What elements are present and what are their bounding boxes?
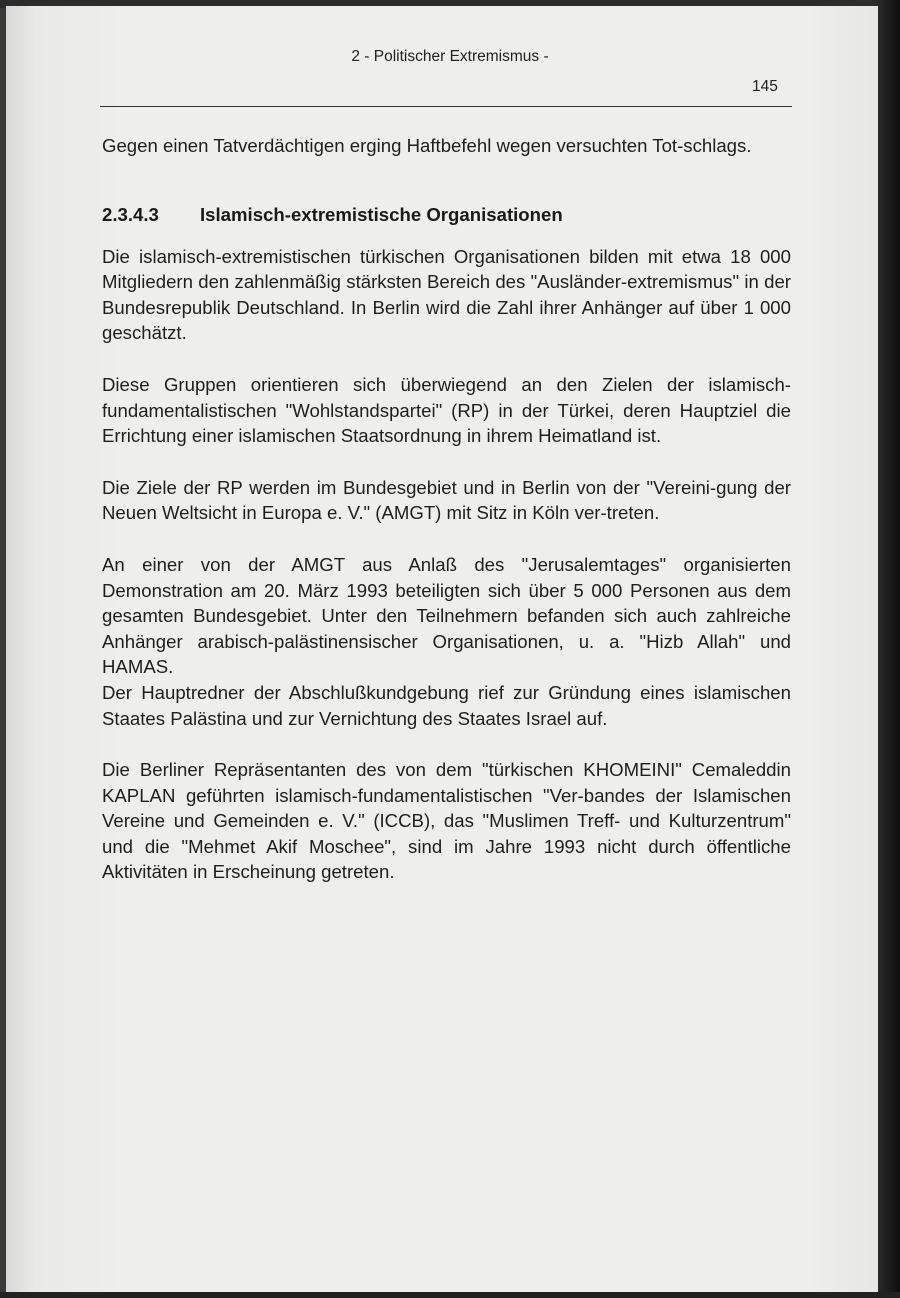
paragraph: Die islamisch-extremistischen türkischen Organisationen bilden mit etwa 18 000 Mitgliedern den zahlenmäßig stärksten Bereich des "Ausländer-extremismus" in der Bundesrepublik Deutschland. In Berlin wird die Zahl ihrer Anhänger auf über 1 000 geschätzt. <box>102 245 791 344</box>
page-number: 145 <box>752 78 778 95</box>
header-rule <box>100 106 792 107</box>
section-heading <box>102 202 791 227</box>
paragraph: Die Ziele der RP werden im Bundesgebiet und in Berlin von der "Vereini-gung der Neuen Weltsicht in Europa e. V." (AMGT) mit Sitz in Köln ver-treten. <box>102 476 791 524</box>
paragraph-intro: Gegen einen Tatverdächtigen erging Haftbefehl wegen versuchten Tot-schlags. <box>102 135 752 156</box>
section-title: Islamisch-extremistische Organisationen <box>200 203 563 225</box>
page-body <box>102 133 791 911</box>
paragraph: Diese Gruppen orientieren sich überwiegend an den Zielen der islamisch-fundamentalistischen "Wohlstandspartei" (RP) in der Türkei, deren Hauptziel die Errichtung einer islamischen Staatsordnung in ihrem Heimatland ist. <box>102 373 791 447</box>
paragraph: Der Hauptredner der Abschlußkundgebung rief zur Gründung eines islamischen Staates Palästina und zur Vernichtung des Staates Israel auf. <box>102 681 791 729</box>
paragraph: An einer von der AMGT aus Anlaß des "Jerusalemtages" organisierten Demonstration am 20. März 1993 beteiligten sich über 5 000 Personen aus dem gesamten Bundesgebiet. Unter den Teilnehmern befanden sich auch zahlreiche Anhänger arabisch-palästinensischer Organisationen, u. a. "Hizb Allah" und HAMAS. <box>102 553 791 678</box>
scan-binding-edge <box>878 0 900 1298</box>
paragraph: Die Berliner Repräsentanten des von dem "türkischen KHOMEINI" Cemaleddin KAPLAN geführten islamisch-fundamentalistischen "Ver-bandes der Islamischen Vereine und Gemeinden e. V." (ICCB), das "Muslimen Treff- und Kulturzentrum" und die "Mehmet Akif Moschee", sind im Jahre 1993 nicht durch öffentliche Aktivitäten in Erscheinung getreten. <box>102 759 791 883</box>
section-number: 2.3.4.3 <box>102 203 159 225</box>
running-header: 2 - Politischer Extremismus - <box>351 48 549 65</box>
scan-bottom-edge <box>0 1292 900 1298</box>
